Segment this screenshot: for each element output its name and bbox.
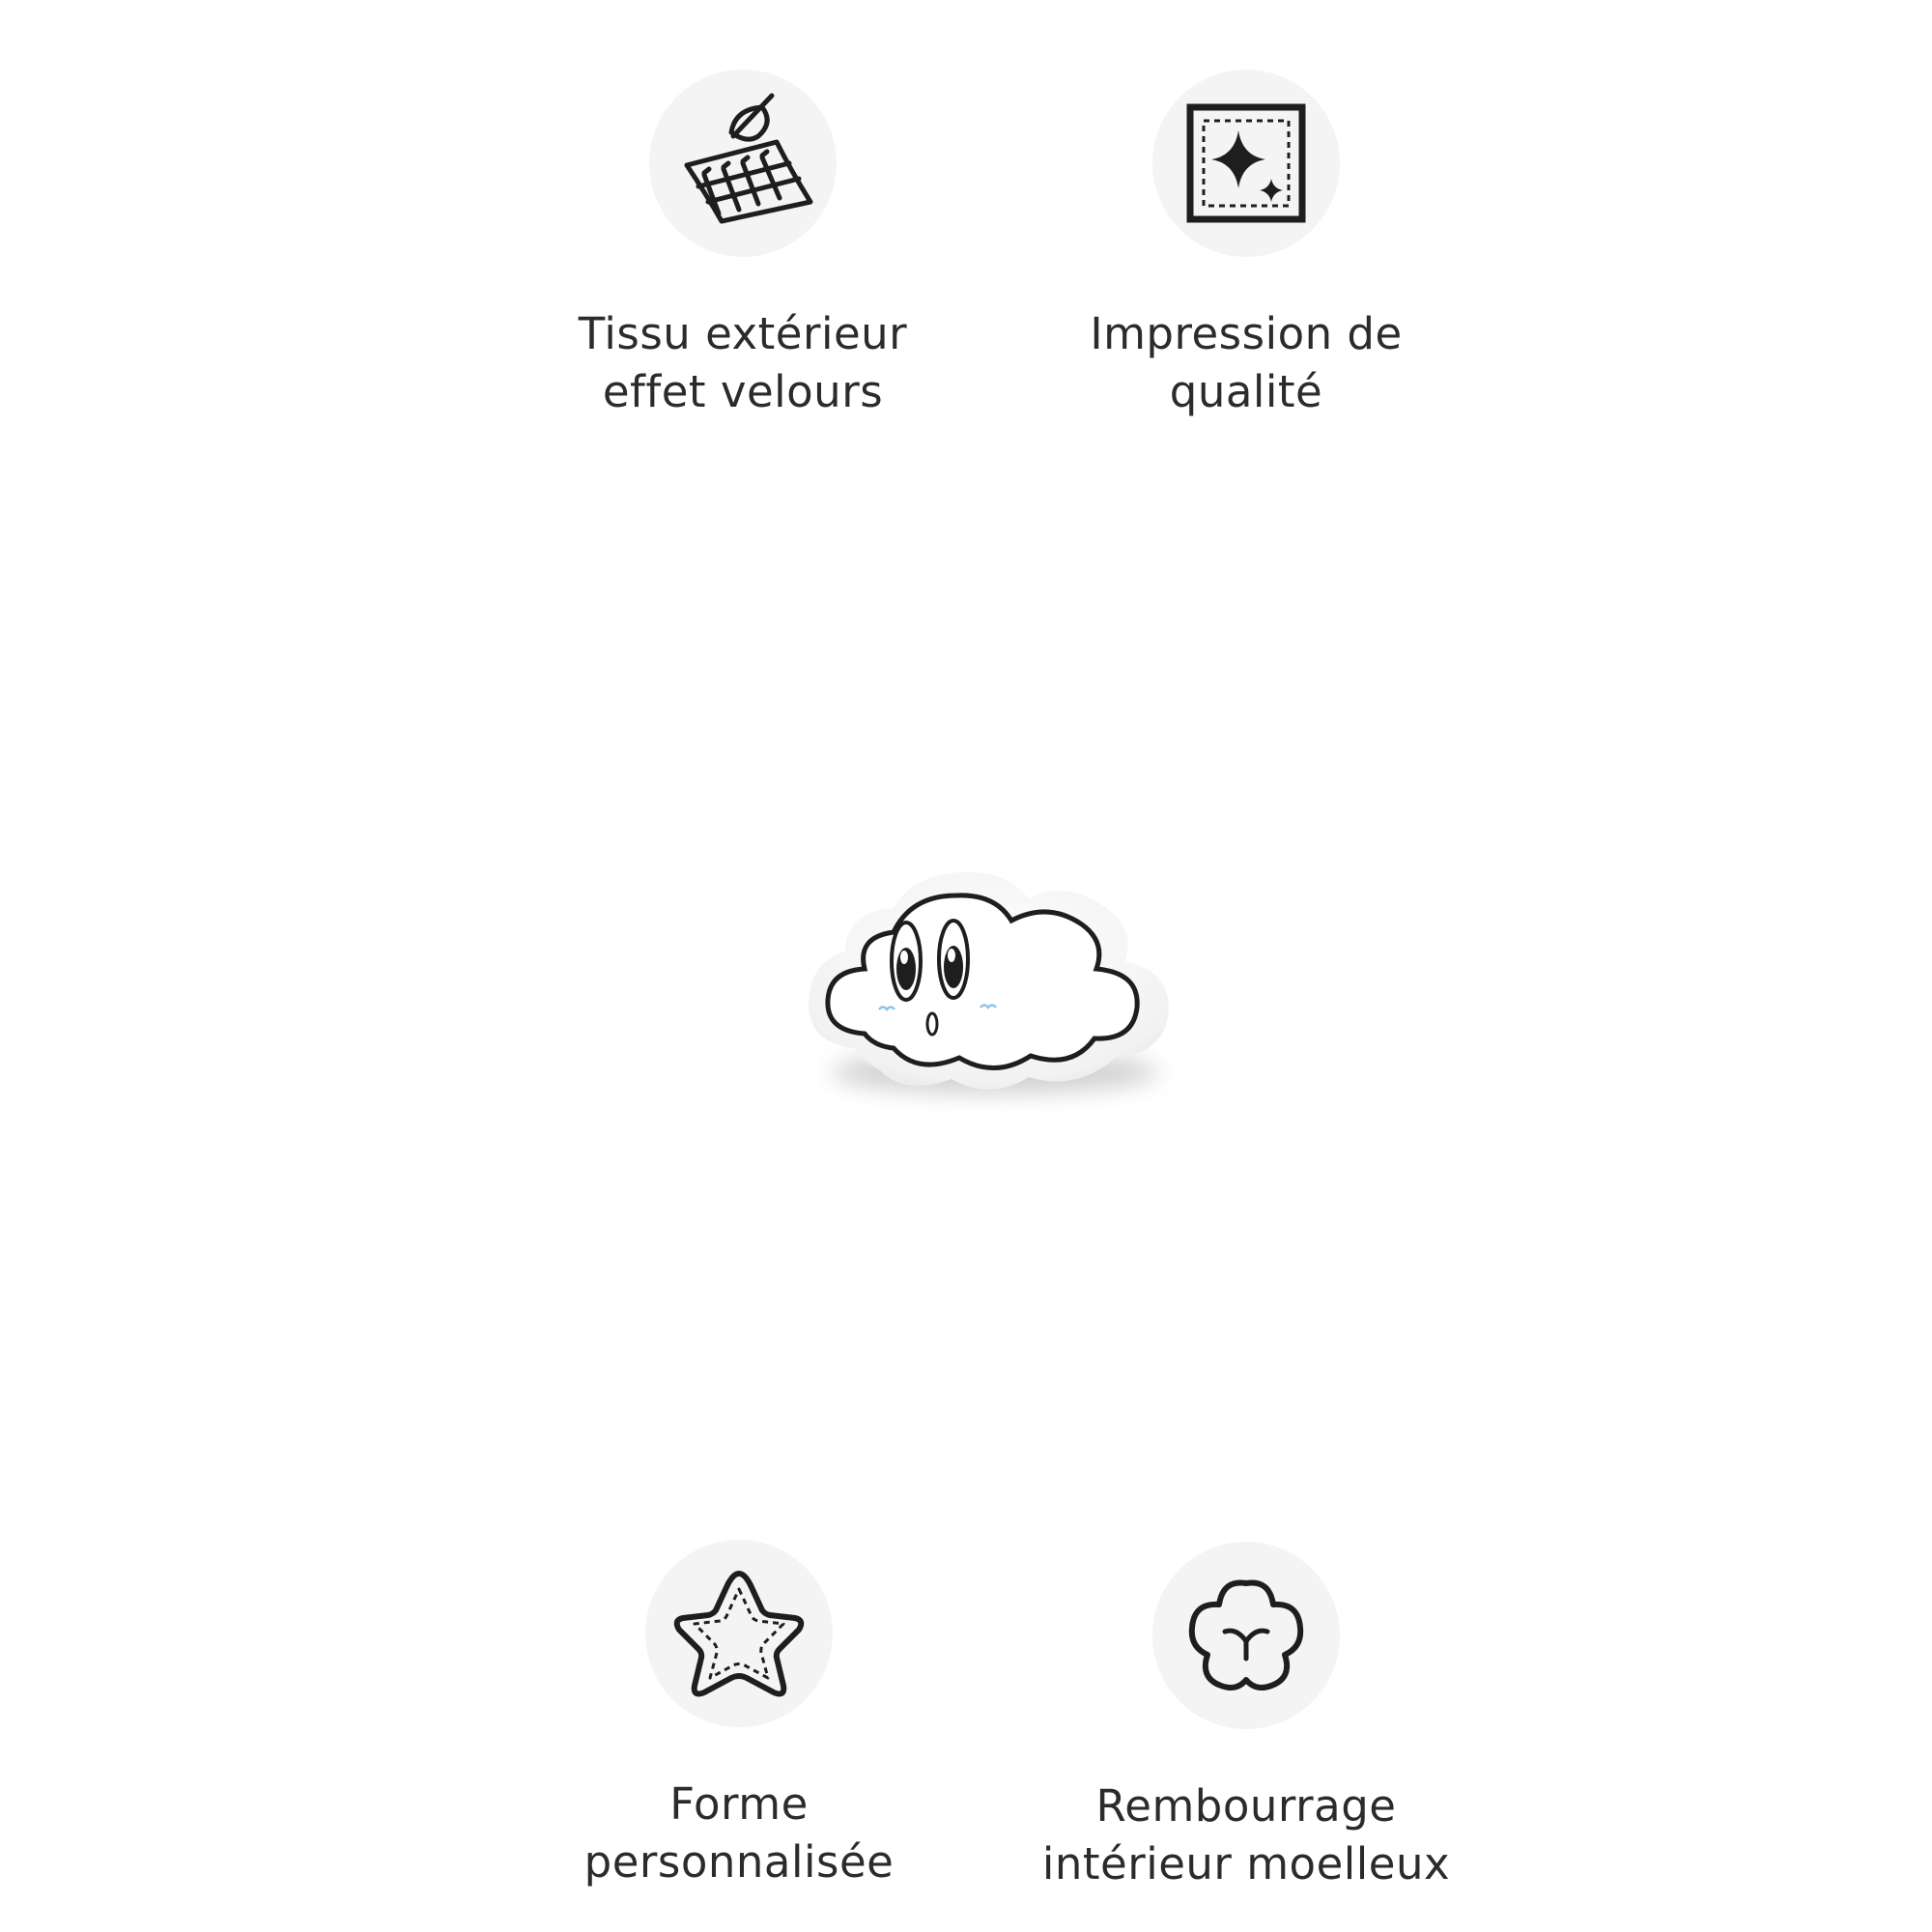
- feature-label-line2: personnalisée: [583, 1836, 895, 1888]
- custom-shape-star-icon: [662, 1556, 816, 1711]
- feature-soft-filling: [995, 1542, 1497, 1893]
- feature-label-line1: Tissu extérieur: [578, 308, 908, 359]
- feature-icon-background: [1152, 1542, 1340, 1729]
- feature-label: [488, 1776, 990, 1891]
- feature-label-line1: Forme: [669, 1778, 809, 1830]
- feature-quality-print: [995, 70, 1497, 421]
- feature-label: [995, 1777, 1497, 1893]
- cotton-filling-icon: [1169, 1558, 1323, 1713]
- feature-custom-shape: [488, 1540, 990, 1891]
- feature-label-line2: effet velours: [602, 366, 884, 417]
- feature-label-line2: intérieur moelleux: [1041, 1838, 1451, 1889]
- feature-icon-background: [645, 1540, 833, 1727]
- feature-label-line1: Impression de: [1090, 308, 1403, 359]
- feature-icon-background: [649, 70, 837, 257]
- feature-label-line2: qualité: [1169, 366, 1323, 417]
- quality-print-icon: [1169, 86, 1323, 241]
- cloud-cushion-image: [787, 855, 1193, 1116]
- feature-velvet-fabric: [492, 70, 994, 421]
- feature-label: [492, 305, 994, 421]
- feature-label-line1: Rembourrage: [1095, 1780, 1397, 1832]
- velvet-fabric-icon: [666, 86, 820, 241]
- feature-label: [995, 305, 1497, 421]
- feature-icon-background: [1152, 70, 1340, 257]
